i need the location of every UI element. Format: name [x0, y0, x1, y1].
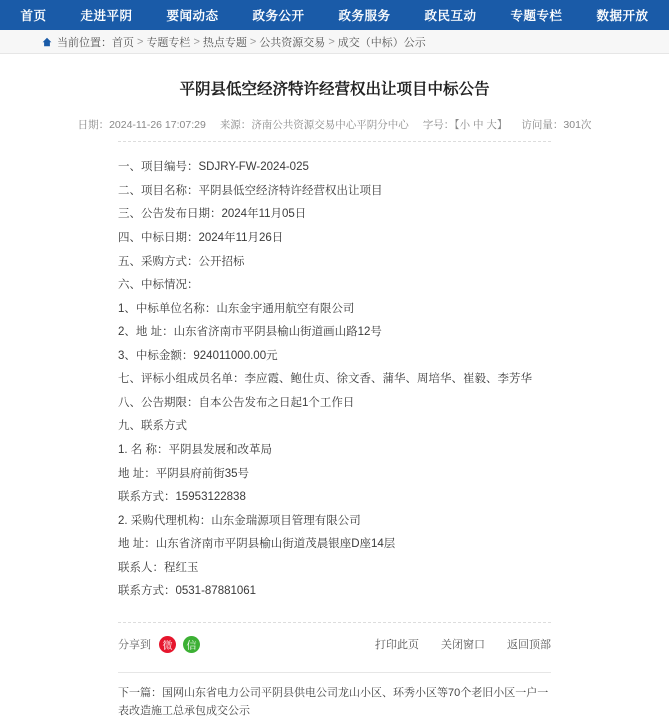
font-size-small[interactable]: 小	[459, 119, 471, 132]
breadcrumb-item-special-topics[interactable]: 专题专栏	[146, 36, 191, 49]
font-size-medium[interactable]: 中	[472, 119, 484, 132]
font-size-control	[423, 117, 508, 132]
article-paragraph: 三、公告发布日期：2024年11月05日	[118, 208, 307, 221]
next-article-link[interactable]: 国网山东省电力公司平阴县供电公司龙山小区、环秀小区等70个老旧小区一户一表改造施工总承包成交公示	[118, 686, 549, 717]
breadcrumb-separator: >	[249, 35, 257, 48]
view-count-label: 访问量：	[521, 119, 564, 132]
article-paragraph: 五、采购方式：公开招标	[118, 255, 245, 268]
article-paragraph: 2、地 址：山东省济南市平阴县榆山街道画山路12号	[118, 326, 382, 339]
next-article-label: 下一篇：	[118, 686, 162, 699]
nav-item-about[interactable]: 走进平阴	[80, 9, 133, 23]
article-paragraph: 九、联系方式	[118, 420, 187, 433]
nav-item-government-services[interactable]: 政务服务	[338, 9, 391, 23]
article-paragraph: 联系方式：0531-87881061	[118, 585, 257, 598]
share-label: 分享到	[118, 639, 151, 652]
article-paragraph: 四、中标日期：2024年11月26日	[118, 231, 284, 244]
article-paragraph: 2. 采购代理机构：山东金瑞源项目管理有限公司	[118, 514, 361, 527]
font-size-label: 字号：	[422, 119, 455, 132]
home-icon	[42, 37, 52, 47]
article-source	[220, 117, 409, 132]
font-size-large[interactable]: 大	[486, 119, 497, 132]
main-navigation	[0, 0, 669, 30]
article-paragraph: 地 址：平阴县府前街35号	[118, 467, 249, 480]
article-paragraph: 1. 名 称：平阴县发展和改革局	[118, 444, 272, 456]
breadcrumb-item-award-announcement[interactable]: 成交（中标）公示	[337, 36, 426, 49]
breadcrumb-prefix: 当前位置：	[57, 36, 112, 49]
article-paragraph: 二、项目名称：平阴县低空经济特许经营权出让项目	[118, 184, 383, 197]
nav-item-news[interactable]: 要闻动态	[166, 9, 219, 23]
font-size-bracket-open: 【	[454, 119, 460, 132]
breadcrumb-item-hot-topics[interactable]: 热点专题	[202, 36, 247, 49]
article-actions	[118, 622, 551, 656]
view-count-value: 301次	[563, 119, 592, 132]
print-button[interactable]: 打印此页	[375, 639, 419, 652]
article-paragraph: 八、公告期限：自本公告发布之日起1个工作日	[118, 396, 355, 409]
breadcrumb-separator: >	[137, 35, 144, 48]
breadcrumb-item-public-resource-trading[interactable]: 公共资源交易	[259, 36, 326, 49]
nav-item-open-data[interactable]: 数据开放	[596, 9, 649, 23]
view-count	[521, 117, 591, 132]
close-window-button[interactable]: 关闭窗口	[441, 639, 485, 652]
next-article	[118, 672, 551, 720]
article-source-value: 济南公共资源交易中心平阴分中心	[251, 119, 409, 132]
page-title: 平阴县低空经济特许经营权出让项目中标公告	[179, 81, 490, 98]
article-container	[0, 78, 669, 720]
breadcrumb	[0, 30, 669, 54]
article-paragraph: 六、中标情况：	[118, 279, 199, 292]
nav-item-public-interaction[interactable]: 政民互动	[424, 9, 477, 23]
article-paragraph: 地 址：山东省济南市平阴县榆山街道茂晨银座D座14层	[118, 538, 396, 551]
share-icons	[159, 636, 200, 653]
publish-date	[78, 117, 206, 132]
article-meta	[77, 117, 592, 142]
nav-item-government-disclosure[interactable]: 政务公开	[252, 9, 305, 23]
breadcrumb-item-home[interactable]: 首页	[112, 36, 134, 49]
weibo-icon[interactable]: 微	[159, 636, 176, 653]
back-to-top-button[interactable]: 返回顶部	[507, 639, 551, 652]
publish-date-label: 日期：	[77, 119, 110, 132]
nav-item-special-topics[interactable]: 专题专栏	[510, 9, 563, 23]
font-size-bracket-close: 】	[496, 119, 508, 132]
nav-item-home[interactable]: 首页	[20, 9, 47, 23]
article-paragraph: 联系人：程红玉	[118, 561, 199, 574]
publish-date-value: 2024-11-26 17:07:29	[109, 119, 206, 132]
article-source-label: 来源：	[219, 119, 252, 132]
breadcrumb-separator: >	[328, 35, 335, 48]
article-body	[118, 156, 551, 604]
wechat-icon[interactable]: 信	[183, 636, 200, 653]
article-paragraph: 一、项目编号：SDJRY-FW-2024-025	[118, 161, 309, 174]
article-paragraph: 1、中标单位名称：山东金宇通用航空有限公司	[118, 302, 355, 315]
article-paragraph: 联系方式：15953122838	[118, 491, 246, 504]
article-paragraph: 3、中标金额：924011000.00元	[118, 349, 278, 362]
article-paragraph: 七、评标小组成员名单：李应霞、鲍仕贞、徐文香、蒲华、周培华、崔毅、李芳华	[118, 373, 532, 386]
breadcrumb-separator: >	[193, 35, 200, 48]
